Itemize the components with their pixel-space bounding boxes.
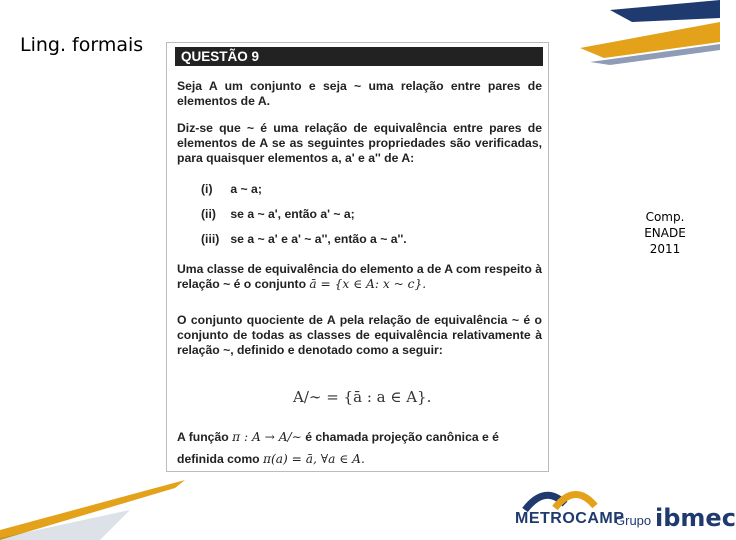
source-note-line-1: Comp. (645, 210, 685, 224)
logo-ibmec: ibmec (655, 504, 736, 532)
paragraph-5-start: A função (177, 430, 229, 444)
paragraph-4: O conjunto quociente de A pela relação de equivalência ~ é o conjunto de todas as classes de equivalência relativamente à relação ~, definido e denotado como a seguir: (177, 313, 542, 357)
paragraph-2: Diz-se que ~ é uma relação de equivalência entre pares de elementos de A se as seguintes propriedades são verificadas, para quaisquer elementos a, a' e a'' de A: (177, 121, 542, 165)
source-note-line-3: 2011 (649, 242, 681, 256)
paragraph-6 (177, 452, 542, 467)
logo-grupo: Grupo (615, 513, 652, 528)
bottom-left-decoration (0, 480, 200, 540)
question-card (166, 42, 549, 472)
paragraph-5 (177, 430, 542, 445)
property-i (201, 182, 262, 196)
property-ii-text: se a ~ a', então a' ~ a; (230, 207, 355, 221)
property-iii-number: (iii) (201, 232, 220, 246)
projection-formula: π : A → A/∼ (232, 430, 302, 444)
equivalence-class-formula: ā = {x ∈ A: x ~ c}. (309, 277, 427, 291)
property-i-text: a ~ a; (230, 182, 262, 196)
top-right-decoration (580, 0, 720, 70)
property-iii (201, 232, 407, 246)
paragraph-1: Seja A um conjunto e seja ~ uma relação entre pares de elementos de A. (177, 79, 542, 108)
paragraph-5-end: é chamada projeção canônica e é (305, 430, 499, 444)
property-ii-number: (ii) (201, 207, 216, 221)
paragraph-3-text: Uma classe de equivalência do elemento a de A com respeito à relação ~ é o conjunto (177, 262, 542, 291)
metrocamp-ibmec-logo (515, 482, 736, 532)
projection-definition-formula: π(a) = ā, ∀a ∈ A. (263, 452, 365, 466)
property-iii-text: se a ~ a' e a' ~ a'', então a ~ a''. (230, 232, 407, 246)
paragraph-6-start: definida como (177, 452, 260, 466)
source-note-line-2: ENADE (644, 226, 686, 240)
logo-metrocamp: METROCAMP (515, 510, 625, 527)
slide-title: Ling. formais (20, 34, 144, 56)
property-ii (201, 207, 355, 221)
paragraph-3 (177, 262, 542, 292)
logo-arc-icon (515, 482, 610, 512)
source-note (640, 209, 690, 257)
question-header: QUESTÃO 9 (175, 47, 543, 66)
quotient-formula: A/∼ = {ā : a ∈ A}. (293, 388, 432, 406)
property-i-number: (i) (201, 182, 213, 196)
